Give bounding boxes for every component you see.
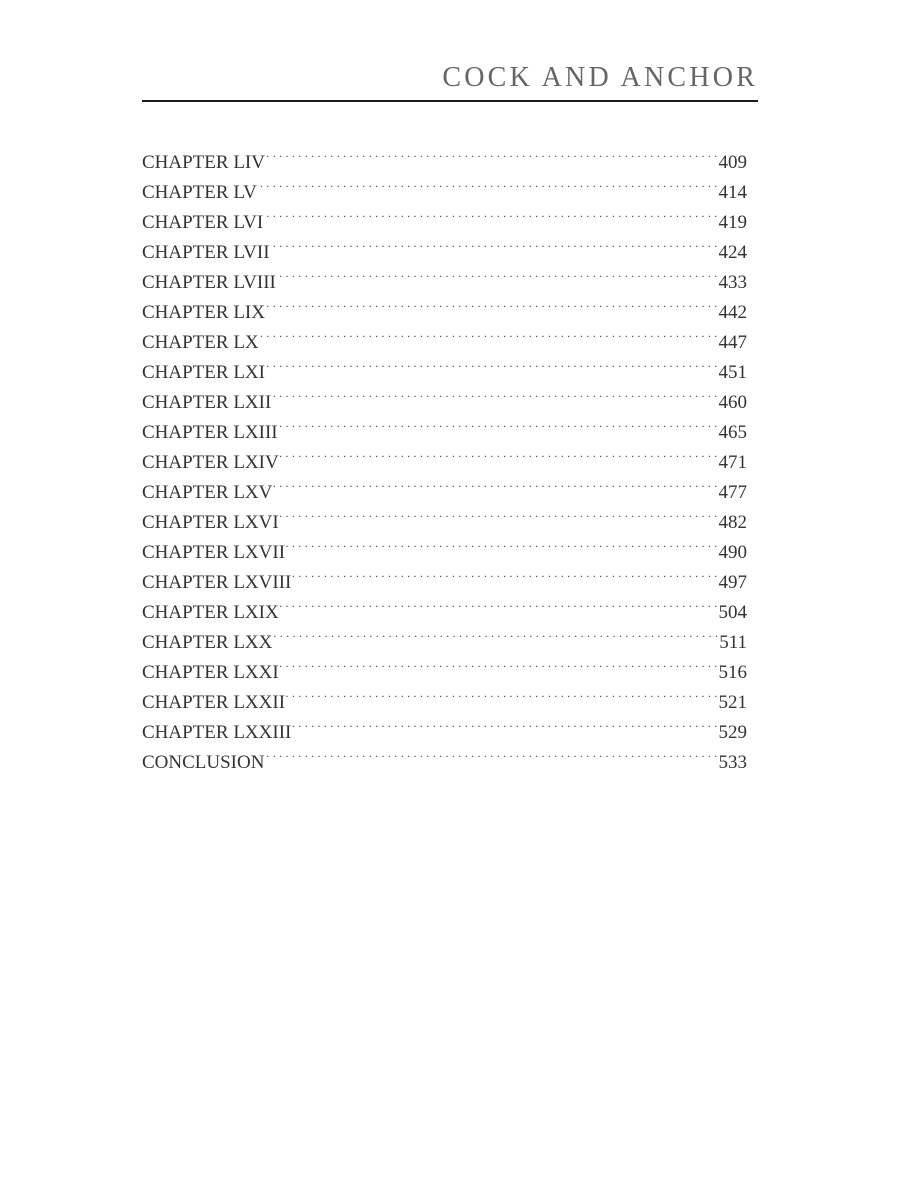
- toc-entry-label: CHAPTER LXXIII: [142, 722, 292, 738]
- toc-entry-label: CHAPTER LIX: [142, 302, 265, 318]
- toc-entry: [142, 258, 747, 288]
- toc-entry: [142, 498, 747, 528]
- dot-leader: [265, 138, 718, 168]
- toc-entry: [142, 738, 747, 768]
- dot-leader: [276, 258, 718, 288]
- toc-entry-page: 497: [718, 572, 747, 588]
- toc-entry-label: CHAPTER LXX: [142, 632, 273, 648]
- toc-entry-label: CHAPTER LXI: [142, 362, 265, 378]
- toc-entry-label: CHAPTER LX: [142, 332, 259, 348]
- toc-entry: [142, 438, 747, 468]
- table-of-contents: [142, 138, 747, 768]
- toc-entry-page: 521: [718, 692, 747, 708]
- toc-entry: [142, 528, 747, 558]
- toc-entry: [142, 708, 747, 738]
- dot-leader: [272, 468, 717, 498]
- toc-entry-page: 490: [718, 542, 747, 558]
- dot-leader: [279, 498, 718, 528]
- dot-leader: [285, 528, 717, 558]
- toc-entry: [142, 558, 747, 588]
- toc-entry: [142, 678, 747, 708]
- dot-leader: [278, 408, 718, 438]
- toc-entry-page: 451: [718, 362, 747, 378]
- dot-leader: [270, 228, 718, 258]
- toc-entry-page: 511: [719, 632, 747, 648]
- toc-entry-page: 529: [718, 722, 747, 738]
- toc-entry-label: CHAPTER LXIV: [142, 452, 279, 468]
- dot-leader: [264, 738, 717, 768]
- toc-entry-page: 533: [718, 752, 747, 768]
- toc-entry-label: CHAPTER LVIII: [142, 272, 276, 288]
- toc-entry-page: 471: [718, 452, 747, 468]
- dot-leader: [279, 588, 718, 618]
- toc-entry-page: 465: [718, 422, 747, 438]
- toc-entry-label: CHAPTER LXIX: [142, 602, 279, 618]
- dot-leader: [285, 678, 717, 708]
- toc-entry: [142, 648, 747, 678]
- toc-entry-label: CHAPTER LVII: [142, 242, 270, 258]
- dot-leader: [257, 168, 718, 198]
- dot-leader: [265, 288, 718, 318]
- dot-leader: [265, 348, 718, 378]
- toc-entry-page: 482: [718, 512, 747, 528]
- toc-entry-page: 447: [718, 332, 747, 348]
- toc-entry-page: 504: [718, 602, 747, 618]
- dot-leader: [279, 648, 718, 678]
- toc-entry-page: 414: [718, 182, 747, 198]
- toc-entry: [142, 198, 747, 228]
- toc-entry-page: 516: [718, 662, 747, 678]
- toc-entry: [142, 138, 747, 168]
- dot-leader: [279, 438, 718, 468]
- toc-entry-page: 419: [718, 212, 747, 228]
- dot-leader: [272, 618, 718, 648]
- toc-entry-page: 442: [718, 302, 747, 318]
- toc-entry: [142, 468, 747, 498]
- dot-leader: [291, 708, 717, 738]
- toc-entry: [142, 588, 747, 618]
- toc-entry-label: CONCLUSION: [142, 752, 265, 768]
- running-head-title: COCK AND ANCHOR: [442, 62, 758, 93]
- toc-entry-label: CHAPTER LVI: [142, 212, 264, 228]
- toc-entry: [142, 378, 747, 408]
- toc-entry-label: CHAPTER LXXII: [142, 692, 286, 708]
- toc-entry-page: 424: [718, 242, 747, 258]
- toc-entry-page: 409: [718, 152, 747, 168]
- toc-entry-page: 477: [718, 482, 747, 498]
- toc-entry: [142, 618, 747, 648]
- toc-entry-label: CHAPTER LXIII: [142, 422, 278, 438]
- toc-entry: [142, 318, 747, 348]
- dot-leader: [291, 558, 717, 588]
- toc-entry-label: CHAPTER LXV: [142, 482, 273, 498]
- toc-entry: [142, 348, 747, 378]
- toc-entry-label: CHAPTER LXVI: [142, 512, 279, 528]
- header-rule: [142, 100, 758, 102]
- toc-entry-page: 433: [718, 272, 747, 288]
- toc-entry: [142, 288, 747, 318]
- toc-entry-page: 460: [718, 392, 747, 408]
- toc-entry-label: CHAPTER LXXI: [142, 662, 279, 678]
- dot-leader: [259, 318, 718, 348]
- toc-entry: [142, 168, 747, 198]
- toc-entry: [142, 408, 747, 438]
- toc-entry-label: CHAPTER LXVIII: [142, 572, 292, 588]
- dot-leader: [263, 198, 717, 228]
- toc-entry-label: CHAPTER LXII: [142, 392, 272, 408]
- toc-entry-label: CHAPTER LV: [142, 182, 257, 198]
- toc-entry: [142, 228, 747, 258]
- toc-entry-label: CHAPTER LIV: [142, 152, 265, 168]
- toc-entry-label: CHAPTER LXVII: [142, 542, 286, 558]
- dot-leader: [271, 378, 717, 408]
